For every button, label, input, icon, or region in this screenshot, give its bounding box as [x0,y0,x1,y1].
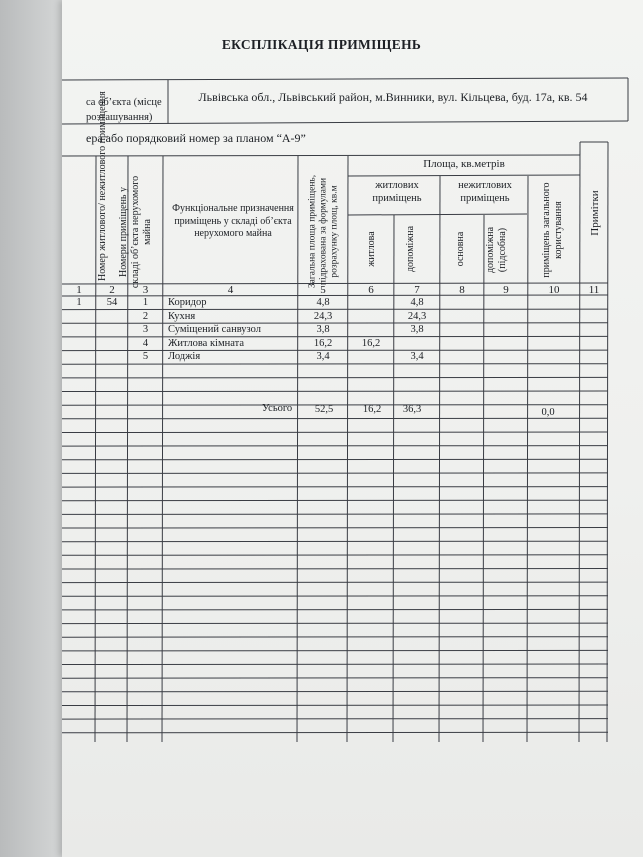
header-col2: Номер житлового/ нежитлового приміщення [97,91,108,281]
row-divider [62,582,608,583]
plan-number-label: ера або порядковий номер за планом “А-9” [86,131,306,145]
header-col6: житлова [366,231,377,267]
cell-total-area: 24,3 [313,310,333,322]
totals-total: 52,5 [314,404,334,415]
row-divider [62,678,608,679]
header-nonliving-group: нежитлових приміщень [458,180,512,204]
cell-total-area: 4,8 [316,297,330,308]
cell-total-area: 16,2 [313,337,333,349]
header-col4: Функціональне призначення приміщень у складі об’єкта нерухомого майна [172,203,294,239]
row-divider [62,719,608,720]
document-title: ЕКСПЛІКАЦІЯ ПРИМІЩЕНЬ [221,37,422,52]
cell-col3: 4 [142,337,149,349]
row-divider [62,650,608,651]
row-divider [62,418,608,419]
header-col11: Примітки [589,190,601,236]
row-divider [62,609,608,610]
column-divider [347,156,348,742]
column-divider [579,142,580,742]
header-col5: Загальна площа приміщень, підрахована за формулами розрахунку площ, кв.м [307,174,340,289]
row-divider [62,473,608,474]
row-divider [62,377,608,378]
row-divider [62,459,608,460]
cell-col3: 3 [142,324,149,336]
col-number: 2 [109,284,115,296]
header-col9: допоміжна (підсобна) [485,226,508,274]
cell-room-name: Суміщений санвузол [168,324,261,336]
column-divider [297,156,298,742]
cell-aux-area: 24,3 [407,310,427,322]
row-divider [62,391,608,392]
cell-living-area: 16,2 [361,337,381,349]
totals-label: Усього [262,403,293,414]
col-number: 11 [588,284,600,296]
address-label: са об’єкта (місце розташування) [86,97,162,123]
col-number: 9 [503,284,509,296]
row-divider [62,541,608,542]
row-divider [62,637,608,638]
header-col3: Номери приміщень у складі об’єкта нерухомого майна [118,175,153,289]
cell-total-area: 3,8 [316,324,330,336]
cell-col1: 1 [76,297,82,308]
header-col7: допоміжна [405,225,416,273]
cell-room-name: Лоджія [168,351,201,363]
row-divider [62,528,608,529]
row-divider [62,309,608,310]
row-divider [62,500,608,501]
column-divider [607,142,608,742]
header-living-group: житлових приміщень [372,180,422,204]
cell-room-name: Житлова кімната [168,337,244,349]
cell-col3: 2 [142,310,149,322]
cell-col3: 1 [142,297,149,308]
row-divider [62,732,608,733]
cell-total-area: 3,4 [316,351,330,363]
row-divider [62,446,608,447]
column-divider [95,156,96,742]
row-divider [62,569,608,570]
row-divider [62,596,608,597]
header-col10: приміщень загального користування [541,182,564,278]
row-divider [62,623,608,624]
col-number: 10 [548,284,560,296]
cell-col2: 54 [106,297,118,308]
col-number: 7 [414,284,420,296]
cell-col3: 5 [142,351,149,363]
col-number: 5 [320,284,326,296]
column-divider [439,176,440,742]
header-area-group: Площа, кв.метрів [423,158,505,170]
cell-aux-area: 3,4 [410,351,424,363]
header-col8: основна [455,231,466,267]
totals-common: 0,0 [541,407,555,418]
cell-aux-area: 4,8 [410,297,424,308]
column-divider [162,156,163,742]
col-number: 8 [459,284,465,296]
col-number: 1 [76,284,82,296]
column-divider [527,176,528,742]
row-divider [62,364,608,365]
row-divider [62,555,608,556]
col-number: 6 [368,284,374,296]
row-divider [62,664,608,665]
cell-room-name: Коридор [168,297,207,308]
col-number: 4 [227,284,234,296]
row-divider [62,514,608,515]
totals-living: 16,2 [362,404,382,415]
cell-aux-area: 3,8 [410,324,424,336]
row-divider [62,705,608,706]
totals-aux: 36,3 [402,404,422,415]
row-divider [62,487,608,488]
address-value: Львівська обл., Львівський район, м.Винники, вул. Кільцева, буд. 17а, кв. 54 [198,90,588,104]
cell-room-name: Кухня [168,310,196,322]
col-number: 3 [142,284,149,296]
row-divider [62,432,608,433]
row-divider [62,691,608,692]
